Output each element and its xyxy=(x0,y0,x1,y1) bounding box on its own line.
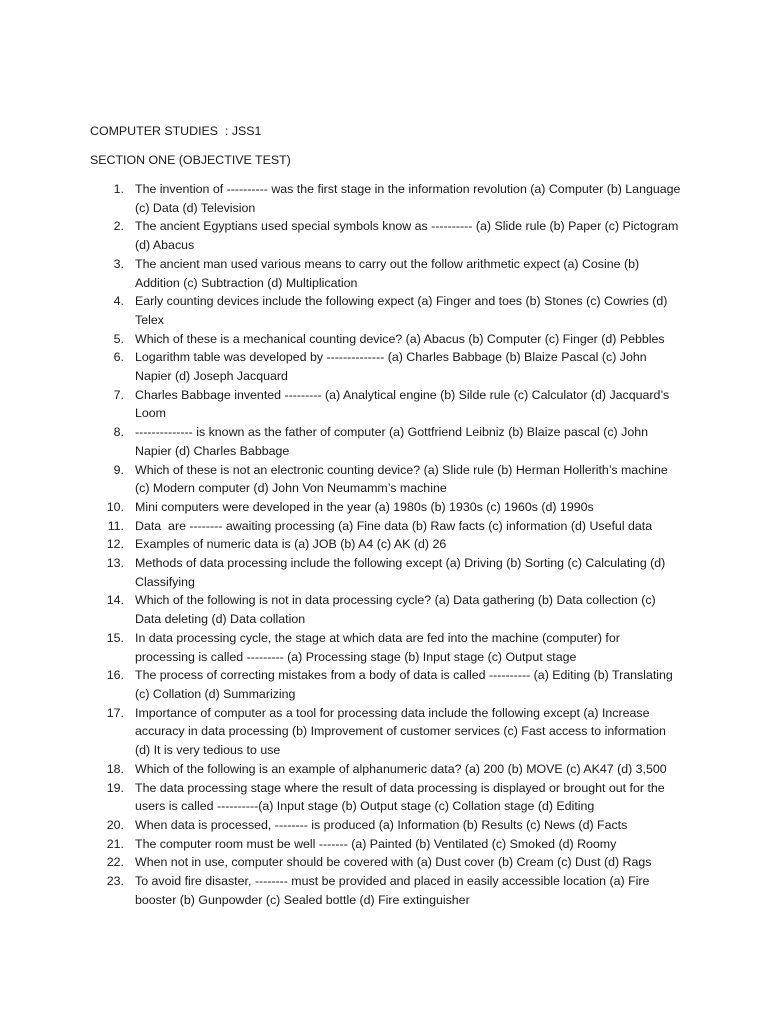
question-item xyxy=(100,423,682,460)
question-text: Importance of computer as a tool for processing data include the following except (a) Increase accuracy in data processing (b) Improvement of customer services (c) Fast access to information (d) It is very tedious to use xyxy=(135,705,670,758)
question-number: 1. xyxy=(113,182,124,196)
question-number: 8. xyxy=(113,425,124,440)
question-text: Data are -------- awaiting processing (a) Fine data (b) Raw facts (c) information (d) Useful data xyxy=(135,518,653,533)
question-item xyxy=(100,217,682,254)
question-text: When not in use, computer should be covered with (a) Dust cover (b) Cream (c) Dust (d) Rags xyxy=(135,855,652,870)
question-number: 17. xyxy=(106,705,124,720)
question-text: The computer room must be well ------- (a) Painted (b) Ventilated (c) Smoked (d) Roomy xyxy=(135,836,617,851)
question-item xyxy=(100,760,682,779)
question-item xyxy=(100,330,682,349)
question-item xyxy=(100,666,682,703)
question-text: Which of the following is an example of alphanumeric data? (a) 200 (b) MOVE (c) AK47 (d) 3,500 xyxy=(135,761,667,776)
question-number: 19. xyxy=(106,780,124,795)
document-title: COMPUTER STUDIES : JSS1 xyxy=(90,124,262,138)
question-item xyxy=(100,535,682,554)
question-item xyxy=(100,629,682,666)
question-number: 13. xyxy=(106,556,124,571)
question-text: The invention of ---------- was the first stage in the information revolution (a) Computer (b) Language (c) Data (d) Television xyxy=(135,182,684,215)
question-item xyxy=(100,292,682,329)
question-text: Which of these is a mechanical counting device? (a) Abacus (b) Computer (c) Finger (d) Pebbles xyxy=(135,331,665,346)
question-text: Mini computers were developed in the year (a) 1980s (b) 1930s (c) 1960s (d) 1990s xyxy=(135,499,594,514)
question-text: Methods of data processing include the following except (a) Driving (b) Sorting (c) Calculating (d) Classifying xyxy=(135,556,669,589)
question-item xyxy=(100,835,682,854)
question-item xyxy=(100,591,682,628)
question-text: Charles Babbage invented --------- (a) Analytical engine (b) Silde rule (c) Calculator (d) Jacquard’s Loom xyxy=(135,387,673,421)
question-item xyxy=(100,461,682,498)
question-text: Early counting devices include the following expect (a) Finger and toes (b) Stones (c) Cowries (d) Telex xyxy=(135,294,671,327)
question-list xyxy=(100,180,682,909)
question-number: 6. xyxy=(113,350,124,365)
question-number: 3. xyxy=(113,256,124,271)
question-item xyxy=(100,517,682,536)
question-text: The process of correcting mistakes from a body of data is called ---------- (a) Editing (b) Translating (c) Collation (d) Summarizing xyxy=(135,668,677,701)
question-number: 5. xyxy=(113,331,124,346)
question-text: In data processing cycle, the stage at which data are fed into the machine (computer) for processing is called --------- (a) Processing stage (b) Input stage (c) Output stage xyxy=(135,630,624,664)
question-item xyxy=(100,779,682,816)
question-number: 15. xyxy=(106,630,124,645)
question-number: 21. xyxy=(106,836,124,851)
question-number: 11. xyxy=(107,518,124,533)
question-item xyxy=(100,872,682,909)
question-number: 7. xyxy=(113,387,124,402)
question-item xyxy=(100,498,682,517)
question-number: 9. xyxy=(113,462,124,477)
section-title: SECTION ONE (OBJECTIVE TEST) xyxy=(90,153,291,167)
question-number: 14. xyxy=(106,593,124,608)
question-number: 23. xyxy=(106,874,124,889)
question-number: 12. xyxy=(106,537,124,552)
question-item xyxy=(100,816,682,835)
question-number: 4. xyxy=(113,294,124,309)
question-item xyxy=(100,554,682,591)
question-text: Which of these is not an electronic counting device? (a) Slide rule (b) Herman Hollerith’s machine (c) Modern computer (d) John Von Neumamm’s machine xyxy=(135,462,672,496)
question-number: 2. xyxy=(113,219,124,234)
question-text: Which of the following is not in data processing cycle? (a) Data gathering (b) Data collection (c) Data deleting (d) Data collation xyxy=(135,593,660,627)
question-item xyxy=(100,853,682,872)
question-number: 18. xyxy=(106,761,124,776)
question-text: Examples of numeric data is (a) JOB (b) A4 (c) AK (d) 26 xyxy=(135,537,447,552)
question-text: When data is processed, -------- is produced (a) Information (b) Results (c) News (d) Facts xyxy=(135,817,628,832)
question-item xyxy=(100,180,682,217)
question-number: 20. xyxy=(106,817,124,832)
question-text: -------------- is known as the father of computer (a) Gottfriend Leibniz (b) Blaize pascal (c) John Napier (d) Charles Babbage xyxy=(135,425,652,458)
question-text: The data processing stage where the result of data processing is displayed or brought out for the users is called ----------(a) Input stage (b) Output stage (c) Collation stage (d) Editing xyxy=(135,780,669,814)
question-item xyxy=(100,386,682,423)
question-text: The ancient man used various means to carry out the follow arithmetic expect (a) Cosine (b) Addition (c) Subtraction (d) Multiplication xyxy=(135,256,642,290)
question-item xyxy=(100,255,682,292)
question-text: To avoid fire disaster, -------- must be provided and placed in easily accessible location (a) Fire booster (b) Gunpowder (c) Sealed bottle (d) Fire extinguisher xyxy=(135,874,653,907)
question-number: 10. xyxy=(106,499,124,514)
question-item xyxy=(100,704,682,760)
question-text: The ancient Egyptians used special symbols know as ---------- (a) Slide rule (b) Paper (c) Pictogram (d) Abacus xyxy=(135,219,682,253)
question-text: Logarithm table was developed by -------------- (a) Charles Babbage (b) Blaize Pascal (c) John Napier (d) Joseph Jacquard xyxy=(135,350,651,384)
question-number: 16. xyxy=(106,668,124,683)
question-item xyxy=(100,348,682,385)
question-number: 22. xyxy=(106,855,124,870)
